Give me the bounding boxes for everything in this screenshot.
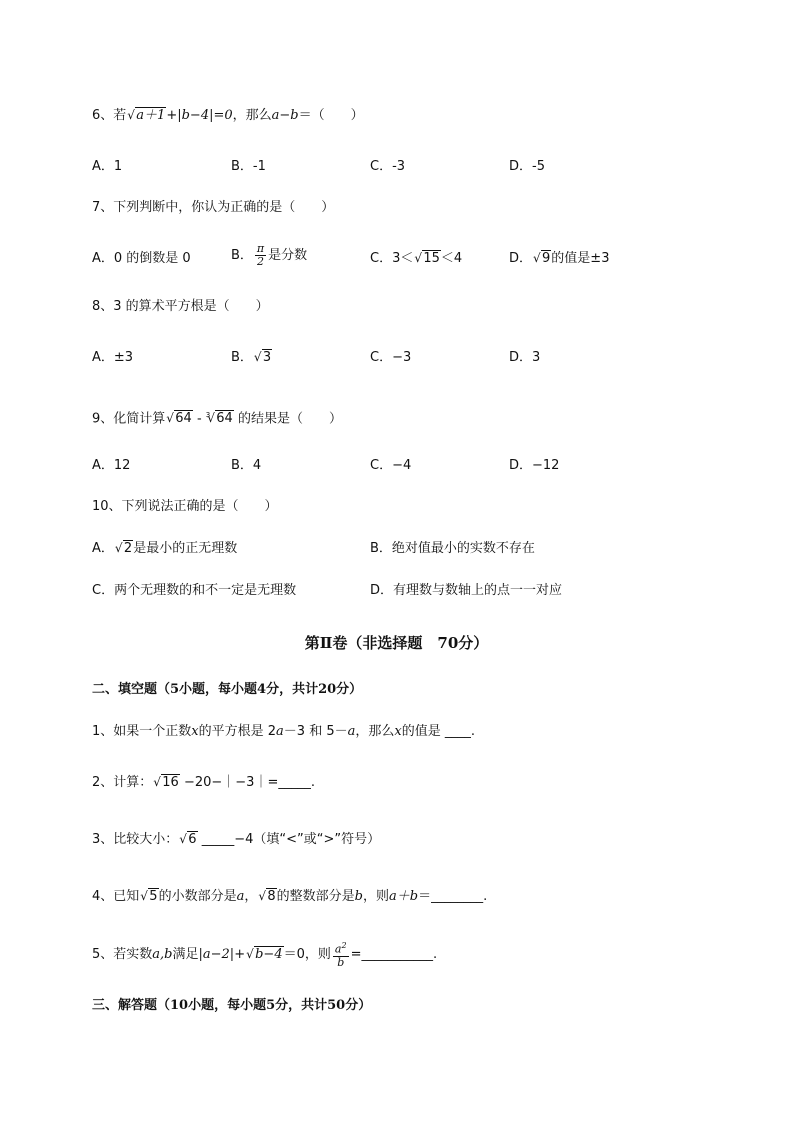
q7-option-d: D．√ 9的值是±3 (509, 250, 609, 268)
q8-option-c: C．−3 (370, 350, 412, 365)
sqrt-15: √ 15 (414, 250, 441, 268)
fill-1: 1、如果一个正数x的平方根是 2a－3 和 5－a，那么x的值是 ____. (92, 724, 475, 739)
cube-root-index: 3 (205, 411, 211, 419)
q9-option-d: D．−12 (509, 458, 560, 473)
q6-option-a: A．1 (92, 159, 123, 174)
sqrt-8: √ 8 (258, 888, 276, 906)
q9-option-b: B．4 (231, 458, 262, 473)
q10-option-b: B．绝对值最小的实数不存在 (370, 541, 535, 556)
sqrt-16: √ 16 (153, 774, 180, 792)
q10-option-a: A．√ 2是最小的正无理数 (92, 540, 237, 558)
q6-option-c: C．-3 (370, 159, 406, 174)
q7-option-c: C．3＜√ 15＜4 (370, 250, 462, 268)
pi-over-2: $\frac{\pi}{2}$ (256, 242, 265, 268)
q8-option-d: D．3 (509, 350, 541, 365)
fill-5: 5、若实数a,b满足|a−2|+√ b−4＝0，则 $\frac{a^2}{b}$ =___________. (92, 940, 437, 969)
sqrt-6: √ 6 (179, 831, 197, 849)
q10-option-d: D．有理数与数轴上的点一一对应 (370, 583, 563, 598)
q7-option-b: B． $\frac{\pi}{2}$ 是分数 (231, 242, 308, 268)
sqrt-3: √ 3 (254, 349, 272, 367)
sqrt-5: √ 5 (140, 888, 158, 906)
a-squared-over-b: $\frac{a^2}{b}$ (334, 941, 347, 969)
section3-heading: 三、解答题（10小题，每小题5分，共计50分） (92, 998, 372, 1013)
sqrt-64: √ 64 (166, 410, 193, 428)
q6-label: 6、若 (92, 108, 127, 123)
q9-option-a: A．12 (92, 458, 131, 473)
abs-b-minus-4: |b−4|=0 (177, 108, 233, 123)
sqrt-a-plus-1: √ a＋1 (127, 107, 166, 125)
q6-stem: 6、若√ a＋1+|b−4|=0，那么a−b＝（ ） (92, 107, 364, 125)
part2-title: 第Ⅱ卷（非选择题 70分） (304, 634, 489, 652)
q9-stem: 9、化简计算√ 64 - $^3$√ 64 的结果是（ ） (92, 406, 342, 428)
sqrt-b-minus-4: √ b−4 (246, 942, 284, 968)
sqrt-9: √ 9 (533, 250, 551, 268)
q7-stem: 7、下列判断中，你认为正确的是（ ） (92, 200, 335, 215)
fill-4: 4、已知√ 5的小数部分是a，√ 8的整数部分是b，则a＋b＝________. (92, 888, 487, 906)
q6-option-b: B．-1 (231, 159, 266, 174)
q10-option-c: C．两个无理数的和不一定是无理数 (92, 583, 297, 598)
cbrt-64: √ 64 (207, 410, 234, 428)
q7-option-a: A．0 的倒数是 0 (92, 251, 191, 266)
fill-3: 3、比较大小：√ 6 _____−4（填“<”或“>”符号） (92, 831, 380, 849)
q10-stem: 10、下列说法正确的是（ ） (92, 499, 278, 514)
fill-2: 2、计算：√ 16 −20−｜−3｜=_____. (92, 774, 315, 792)
q6-option-d: D．-5 (509, 159, 545, 174)
q8-option-b: B．√ 3 (231, 349, 272, 367)
q8-stem: 8、3 的算术平方根是（ ） (92, 299, 269, 314)
q8-option-a: A．±3 (92, 350, 134, 365)
section2-heading: 二、填空题（5小题，每小题4分，共计20分） (92, 682, 363, 697)
q9-option-c: C．−4 (370, 458, 412, 473)
sqrt-2: √ 2 (115, 540, 133, 558)
